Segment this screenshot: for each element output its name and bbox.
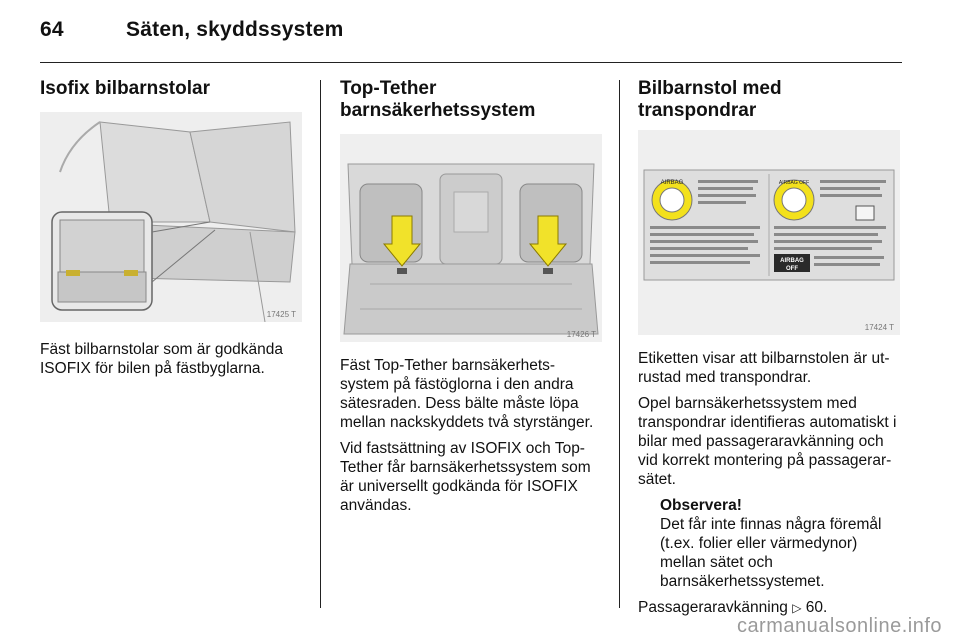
cross-reference-page[interactable]: 60.: [805, 599, 828, 616]
transponder-paragraph-1: Etiketten visar att bilbarnstolen är ut- rustad med transpondrar.: [638, 350, 890, 386]
page-number: 64: [40, 18, 64, 41]
rear-seat-drawing: [40, 112, 302, 322]
top-tether-paragraph-2: Vid fastsättning av ISOFIX och Top- Tether får barnsäkerhetssystem som är universellt godkända för ISOFIX användas.: [340, 440, 591, 514]
figure-number: 17426 T: [566, 330, 596, 339]
arrow-reference-icon: ▷: [792, 601, 802, 615]
page-header: [40, 18, 343, 42]
cross-reference-text: Passageraravkänning: [638, 599, 788, 616]
isofix-heading: Isofix bilbarnstolar: [40, 78, 210, 99]
figure-number: 17425 T: [266, 310, 296, 319]
airbag-badge-label: AIRBAG: [660, 180, 684, 186]
isofix-paragraph: Fäst bilbarnstolar som är godkända ISOFIX för bilen på fästbyglarna.: [40, 341, 283, 377]
column-transponder: [638, 76, 902, 625]
column-top-tether: [340, 76, 605, 522]
top-tether-drawing: [340, 134, 602, 342]
header-rule: [40, 62, 902, 63]
column-divider-2: [619, 80, 620, 608]
note-block: [660, 496, 902, 591]
airbag-label-drawing: [638, 130, 900, 335]
column-isofix: [40, 76, 302, 385]
transponder-paragraph-2: Opel barnsäkerhetssystem med transpondrar identifieras automatiskt i bilar med passageraravkänning och vid korrekt montering på passagerar- sätet.: [638, 395, 897, 488]
airbag-off-box-line1: AIRBAG: [780, 258, 804, 264]
note-text: Det får inte finnas några föremål (t.ex. folier eller värmedynor) mellan sätet och barnsäkerhetssystemet.: [660, 516, 882, 590]
transponder-heading: Bilbarnstol med transpondrar: [638, 78, 782, 121]
note-title: Observera!: [660, 497, 742, 514]
top-tether-heading-line2: barnsäkerhetssystem: [340, 100, 536, 121]
airbag-off-badge-label: AIRBAG OFF: [778, 180, 810, 186]
airbag-off-box-line2: OFF: [786, 266, 798, 272]
top-tether-illustration: [340, 134, 602, 342]
figure-number: 17424 T: [864, 323, 894, 332]
column-divider-1: [320, 80, 321, 608]
watermark: carmanualsonline.info: [736, 615, 942, 637]
page-title: Säten, skyddssystem: [126, 18, 344, 41]
transponder-label-illustration: [638, 130, 900, 335]
top-tether-heading-line1: Top-Tether: [340, 78, 437, 99]
isofix-illustration: [40, 112, 302, 322]
top-tether-paragraph-1: Fäst Top-Tether barnsäkerhets- system på fästöglorna i den andra sätesraden. Dess bälte måste löpa mellan nackskyddets två styrstänger.: [340, 357, 594, 431]
